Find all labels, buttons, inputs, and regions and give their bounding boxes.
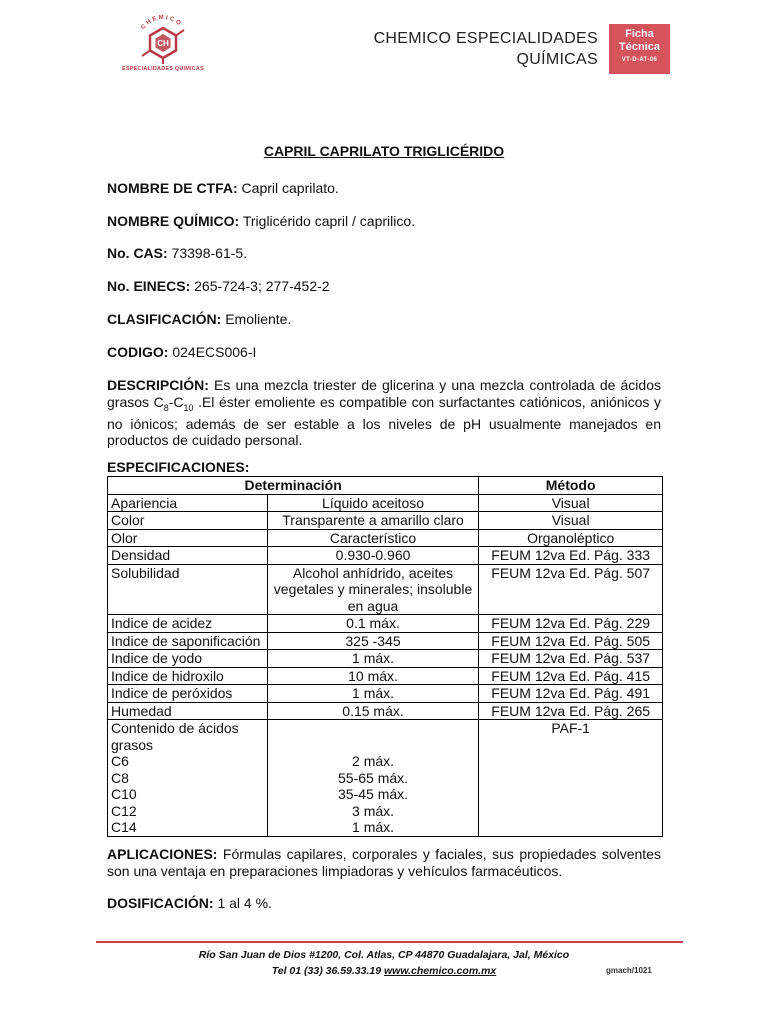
field-cas-number <box>107 245 247 261</box>
field-label: CODIGO: <box>107 344 169 360</box>
spec-method: FEUM 12va Ed. Pág. 229 <box>479 615 663 633</box>
table-row <box>108 529 663 547</box>
description-text-3: .El éster emoliente es compatible con surfactantes catiónicos, aniónicos y no iónicos; además de ser estable a los niveles de pH usualmente manejados en productos de cuidado personal. <box>107 393 661 449</box>
fatty-acids-label-line2: grasos <box>111 736 154 753</box>
logo-ring-text: CHEMICO <box>140 14 183 31</box>
field-label: NOMBRE QUÍMICO: <box>107 213 240 229</box>
fatty-acid-value: 55-65 máx. <box>338 769 409 786</box>
company-name-line2: QUÍMICAS <box>516 51 598 68</box>
spec-name: Color <box>108 512 268 530</box>
badge-line2: Técnica <box>619 41 660 53</box>
spec-method: FEUM 12va Ed. Pág. 415 <box>479 667 663 685</box>
product-title <box>0 143 768 159</box>
spec-value: 1 máx. <box>267 685 479 703</box>
spec-name: Indice de hidroxilo <box>108 667 268 685</box>
spec-method: FEUM 12va Ed. Pág. 537 <box>479 650 663 668</box>
table-row <box>108 564 663 615</box>
spec-value: Líquido aceitoso <box>267 494 479 512</box>
fatty-acids-values <box>267 720 479 837</box>
fatty-acid-name: C14 <box>111 819 137 835</box>
field-code <box>107 344 256 360</box>
table-row <box>108 650 663 668</box>
svg-text:CH: CH <box>157 39 169 48</box>
field-dosage <box>107 895 272 911</box>
field-value: 265-724-3; 277-452-2 <box>190 278 330 294</box>
spec-method: FEUM 12va Ed. Pág. 333 <box>479 547 663 565</box>
spec-name: Densidad <box>108 547 268 565</box>
spec-name: Indice de acidez <box>108 615 268 633</box>
spec-method: FEUM 12va Ed. Pág. 491 <box>479 685 663 703</box>
footer-document-code: gmach/1021 <box>606 966 652 975</box>
applications-text: Fórmulas capilares, corporales y faciales, sus propiedades solventes son una ventaja en preparaciones limpiadoras y vehículos farmacéuticos. <box>107 846 661 879</box>
description-paragraph <box>107 377 661 449</box>
footer-divider <box>96 941 683 943</box>
footer-website-link[interactable]: www.chemico.com.mx <box>384 965 497 977</box>
description-subscript-1: 8 <box>163 402 169 413</box>
description-text-2: -C <box>168 393 184 410</box>
spec-name: Solubilidad <box>108 564 268 615</box>
spec-method: Visual <box>479 512 663 530</box>
company-logo <box>118 12 208 74</box>
table-row <box>108 494 663 512</box>
field-classification <box>107 311 291 327</box>
table-row-fatty-acids <box>108 720 663 837</box>
spec-value: Transparente a amarillo claro <box>267 512 479 530</box>
badge-line1: Ficha <box>625 28 654 40</box>
fatty-acid-name: C12 <box>111 802 137 819</box>
spec-value: Alcohol anhídrido, aceites vegetales y minerales; insoluble en agua <box>267 564 479 615</box>
fatty-acid-name: C6 <box>111 753 129 769</box>
footer-address: Río San Juan de Dios #1200, Col. Atlas, CP 44870 Guadalajara, Jal, México <box>198 949 570 961</box>
spec-name: Apariencia <box>108 494 268 512</box>
company-name-line1: CHEMICO ESPECIALIDADES <box>373 30 598 47</box>
spec-method: FEUM 12va Ed. Pág. 265 <box>479 702 663 720</box>
fatty-acids-names <box>108 720 268 837</box>
spec-name: Indice de saponificación <box>108 632 268 650</box>
badge-code: VT-D-AT-06 <box>621 57 658 63</box>
company-name <box>374 28 598 70</box>
spec-value: Característico <box>267 529 479 547</box>
hexagon-logo-icon <box>118 12 208 68</box>
dosage-value: 1 al 4 %. <box>213 895 272 911</box>
fatty-acid-value: 35-45 máx. <box>338 786 409 802</box>
applications-paragraph <box>107 846 661 879</box>
spec-name: Indice de peróxidos <box>108 685 268 703</box>
description-label: DESCRIPCIÓN: <box>107 377 209 393</box>
document-type-badge <box>609 24 670 74</box>
table-row <box>108 685 663 703</box>
fatty-acid-value: 3 máx. <box>352 802 395 819</box>
description-text-1: Es una mezcla triester de glicerina y una mezcla controlada de ácidos grasos C <box>107 377 661 410</box>
spec-value: 1 máx. <box>267 650 479 668</box>
fatty-acid-name: C10 <box>111 786 137 802</box>
spec-name: Indice de yodo <box>108 650 268 668</box>
specifications-table <box>107 476 663 837</box>
fatty-acid-name: C8 <box>111 769 129 786</box>
header-method: Método <box>479 477 663 495</box>
specifications-heading: ESPECIFICACIONES: <box>107 459 250 475</box>
header-determination: Determinación <box>108 477 479 495</box>
spec-method: FEUM 12va Ed. Pág. 507 <box>479 564 663 615</box>
spec-value: 0.15 máx. <box>267 702 479 720</box>
table-header-row <box>108 477 663 495</box>
table-row <box>108 512 663 530</box>
table-row <box>108 615 663 633</box>
fatty-acid-value: 2 máx. <box>352 753 395 769</box>
table-row <box>108 702 663 720</box>
dosage-label: DOSIFICACIÓN: <box>107 895 214 911</box>
field-label: NOMBRE DE CTFA: <box>107 180 238 196</box>
spec-value: 0.930-0.960 <box>267 547 479 565</box>
field-label: CLASIFICACIÓN: <box>107 311 222 327</box>
fatty-acids-label-line1: Contenido de ácidos <box>111 720 239 736</box>
fatty-acid-value: 1 máx. <box>352 819 395 835</box>
table-row <box>108 667 663 685</box>
field-value: Triglicérido capril / caprilico. <box>239 213 416 229</box>
logo-caption: ESPECIALIDADES QUIMICAS <box>122 66 204 72</box>
field-chemical-name <box>107 213 415 229</box>
description-subscript-2: 10 <box>183 402 194 413</box>
table-row <box>108 632 663 650</box>
field-ctfa-name <box>107 180 339 196</box>
field-value: Capril caprilato. <box>237 180 339 196</box>
spec-method: Organoléptico <box>479 529 663 547</box>
fatty-acids-method: PAF-1 <box>479 720 663 837</box>
spec-name: Olor <box>108 529 268 547</box>
table-row <box>108 547 663 565</box>
product-title-text: CAPRIL CAPRILATO TRIGLICÉRIDO <box>263 143 505 159</box>
spec-value: 0.1 máx. <box>267 615 479 633</box>
footer-phone: Tel 01 (33) 36.59.33.19 <box>271 965 385 977</box>
spec-method: Visual <box>479 494 663 512</box>
spec-method: FEUM 12va Ed. Pág. 505 <box>479 632 663 650</box>
spec-value: 10 máx. <box>267 667 479 685</box>
spec-value: 325 -345 <box>267 632 479 650</box>
field-einecs-number <box>107 278 330 294</box>
field-value: Emoliente. <box>221 311 292 327</box>
field-value: 024ECS006-I <box>168 344 257 360</box>
spec-name: Humedad <box>108 702 268 720</box>
applications-label: APLICACIONES: <box>107 846 218 862</box>
field-value: 73398-61-5. <box>167 245 248 261</box>
field-label: No. CAS: <box>107 245 168 261</box>
footer-contact <box>0 965 768 977</box>
field-label: No. EINECS: <box>107 278 191 294</box>
